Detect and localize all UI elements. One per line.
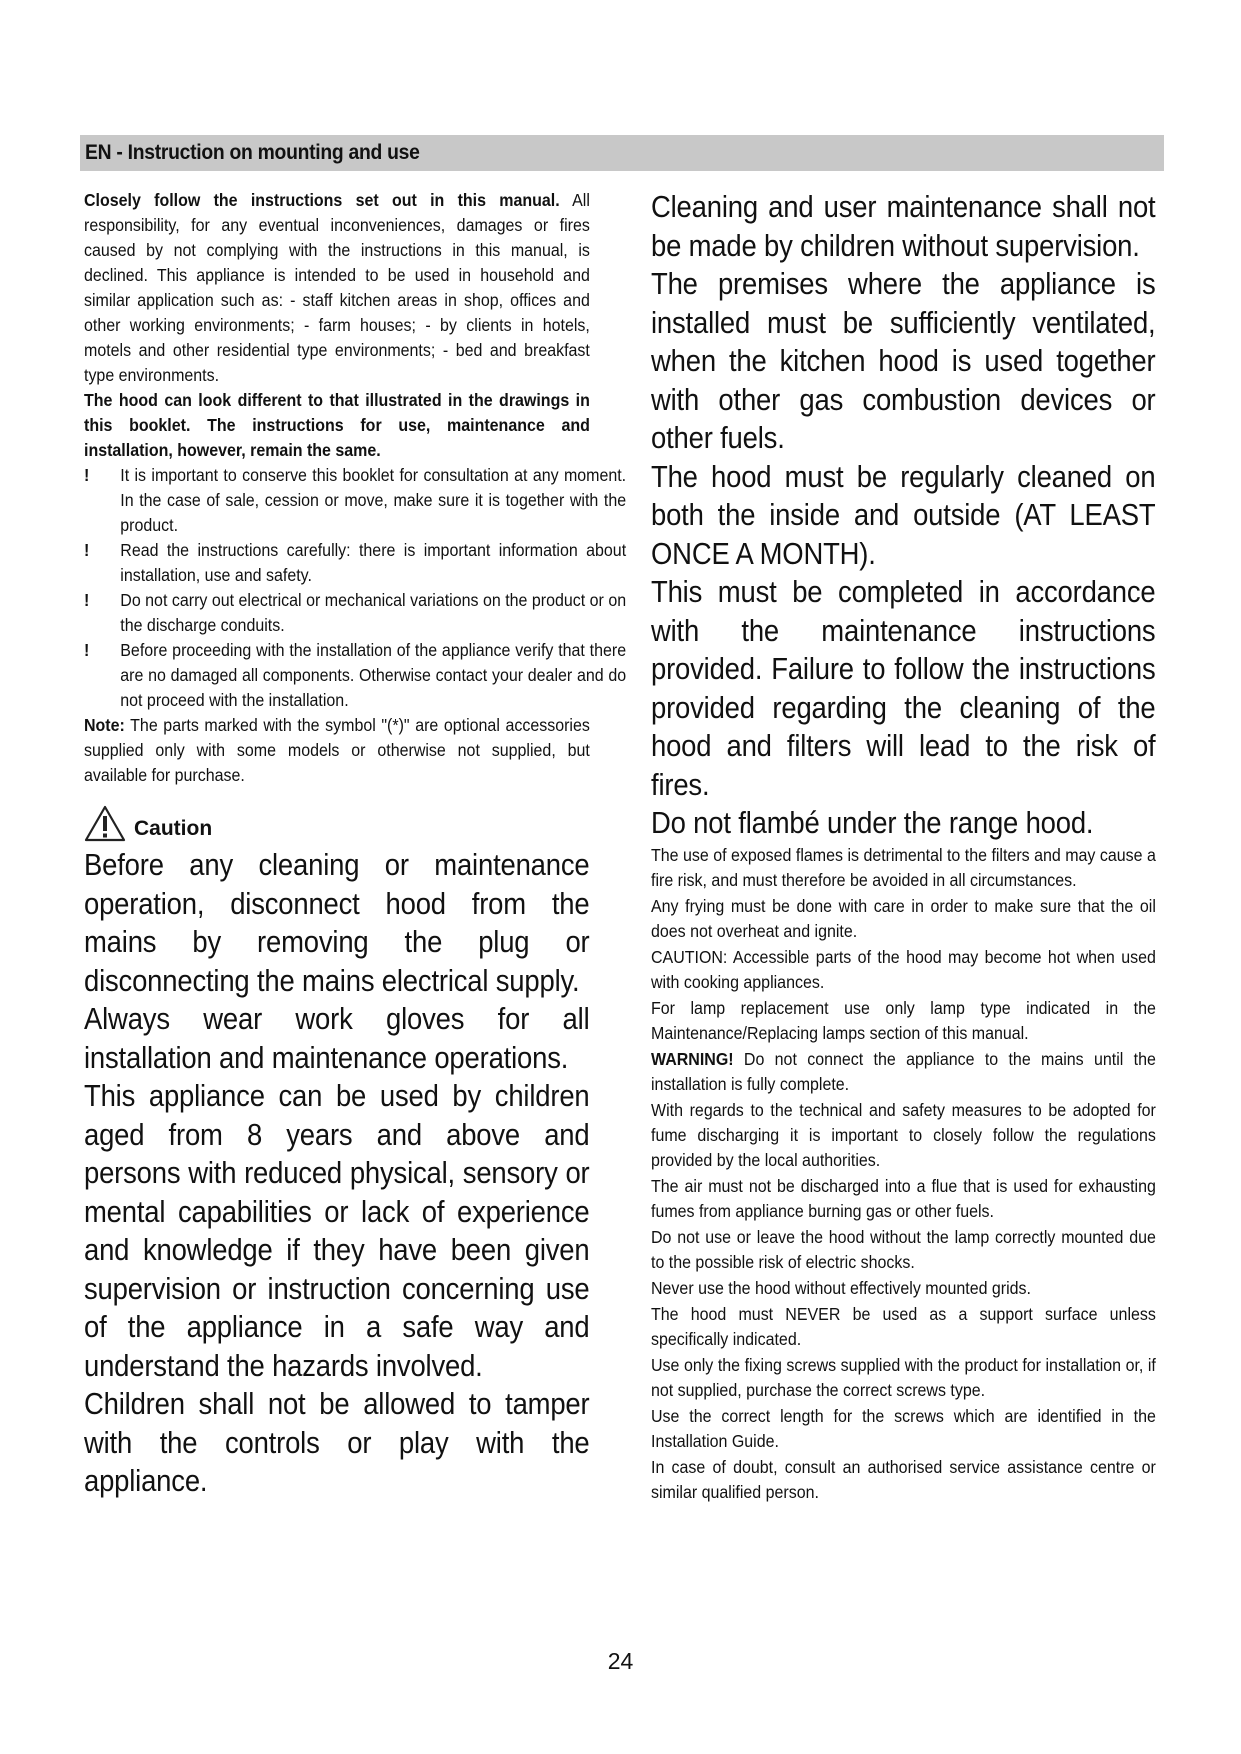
right-column — [651, 188, 1156, 1506]
exclamation-icon: ! — [84, 590, 90, 610]
small-paragraph: Never use the hood without effectively mounted grids. — [651, 1277, 1032, 1298]
big-paragraph: Cleaning and user maintenance shall not be made by children without supervision. — [651, 190, 1156, 263]
big-paragraph: Always wear work gloves for all installation and maintenance operations. — [84, 1002, 590, 1075]
bullet-item — [84, 463, 626, 538]
caution-label: Caution — [134, 817, 213, 840]
big-paragraph: Before any cleaning or maintenance operation, disconnect hood from the mains by removing the plug or disconnecting the mains electrical supply. — [84, 848, 590, 998]
note-text: The parts marked with the symbol "(*)" are optional accessories supplied only with some models or otherwise not supplied, but available for purchase. — [84, 715, 590, 785]
intro-text: All responsibility, for any eventual inconveniences, damages or fires caused by not complying with the instructions in this manual, is declined. This appliance is intended to be used in household and similar application such as: - staff kitchen areas in shop, offices and other working environments; - farm houses; - by clients in hotels, motels and other residential type environments; - bed and breakfast type environments. — [84, 190, 590, 385]
exclamation-icon: ! — [84, 540, 90, 560]
bullet-item — [84, 638, 626, 713]
big-paragraph: The premises where the appliance is installed must be sufficiently ventilated, when the kitchen hood is used together with other gas combustion devices or other fuels. — [651, 267, 1156, 455]
warning-text: Do not connect the appliance to the mains until the installation is fully complete. — [651, 1048, 1156, 1094]
warning-label: WARNING! — [651, 1048, 734, 1069]
bullet-item — [84, 538, 626, 588]
left-column — [84, 188, 627, 1501]
bullet-text: It is important to conserve this booklet for consultation at any moment. In the case of sale, cession or move, make sure it is together with the product. — [120, 465, 627, 535]
section-title: EN - Instruction on mounting and use — [85, 141, 420, 164]
exclamation-icon: ! — [84, 640, 90, 660]
bullet-item — [84, 588, 626, 638]
small-paragraph: The use of exposed flames is detrimental to the filters and may cause a fire risk, and must therefore be avoided in all circumstances. — [651, 844, 1156, 890]
small-paragraph: CAUTION: Accessible parts of the hood may become hot when used with cooking appliances. — [651, 946, 1156, 992]
small-paragraph: Do not use or leave the hood without the lamp correctly mounted due to the possible risk of electric shocks. — [651, 1226, 1156, 1272]
section-header-bar — [80, 135, 1164, 171]
page-number: 24 — [607, 1648, 634, 1674]
small-paragraph: Use the correct length for the screws which are identified in the Installation Guide. — [651, 1405, 1156, 1451]
big-paragraph: This must be completed in accordance with the maintenance instructions provided. Failure to follow the instructions provided regarding the cleaning of the hood and filters will lead to the risk of fires. — [651, 575, 1156, 802]
intro-bold: Closely follow the instructions set out in this manual. — [84, 190, 560, 210]
intro-paragraph — [84, 188, 590, 388]
caution-heading — [84, 802, 590, 846]
big-paragraph: Children shall not be allowed to tamper with the controls or play with the appliance. — [84, 1387, 590, 1498]
bullet-text: Do not carry out electrical or mechanical variations on the product or on the discharge conduits. — [120, 590, 627, 635]
bullet-text: Before proceeding with the installation of the appliance verify that there are no damaged all components. Otherwise contact your dealer and do not proceed with the installation. — [120, 640, 627, 710]
big-paragraph: The hood must be regularly cleaned on both the inside and outside (AT LEAST ONCE A MONTH). — [651, 459, 1156, 571]
small-paragraph: The air must not be discharged into a flue that is used for exhausting fumes from appliance burning gas or other fuels. — [651, 1175, 1156, 1221]
warning-triangle-icon — [84, 805, 126, 843]
big-paragraph: This appliance can be used by children aged from 8 years and above and persons with reduced physical, sensory or mental capabilities or lack of experience and knowledge if they have been given supervision or instruction concerning use of the appliance in a safe way and understand the hazards involved. — [84, 1079, 590, 1383]
small-paragraph: In case of doubt, consult an authorised service assistance centre or similar qualified person. — [651, 1456, 1156, 1502]
big-paragraph: Do not flambé under the range hood. — [651, 806, 1094, 840]
warning-paragraph — [651, 1047, 1156, 1097]
hood-note: The hood can look different to that illustrated in the drawings in this booklet. The instructions for use, maintenance and installation, however, remain the same. — [84, 390, 590, 460]
small-paragraph: Use only the fixing screws supplied with the product for installation or, if not supplied, purchase the correct screws type. — [651, 1354, 1156, 1400]
bullet-text: Read the instructions carefully: there is important information about installation, use and safety. — [120, 540, 627, 585]
small-paragraph: The hood must NEVER be used as a support surface unless specifically indicated. — [651, 1303, 1156, 1349]
note-label: Note: — [84, 715, 125, 735]
exclamation-icon: ! — [84, 465, 90, 485]
small-paragraph: For lamp replacement use only lamp type indicated in the Maintenance/Replacing lamps section of this manual. — [651, 997, 1156, 1043]
note-paragraph — [84, 713, 590, 788]
small-paragraph: Any frying must be done with care in order to make sure that the oil does not overheat and ignite. — [651, 895, 1156, 941]
small-paragraph: With regards to the technical and safety measures to be adopted for fume discharging it is important to closely follow the regulations provided by the local authorities. — [651, 1099, 1156, 1170]
